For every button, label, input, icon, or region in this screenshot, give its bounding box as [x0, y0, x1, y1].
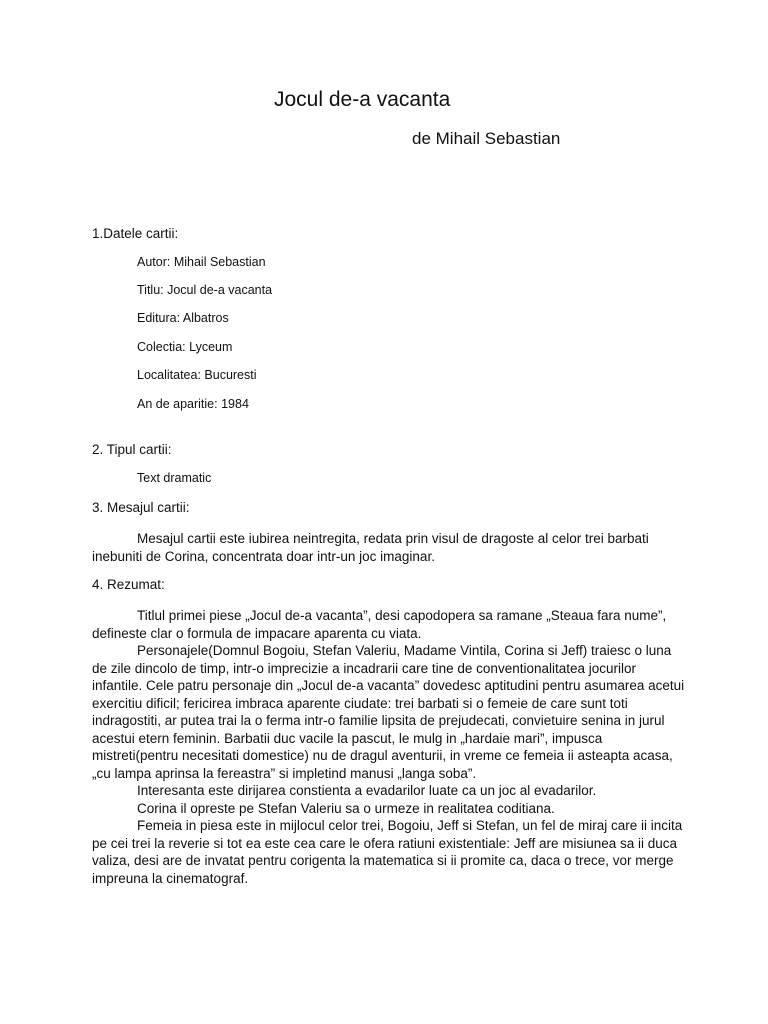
document-author: de Mihail Sebastian	[412, 129, 561, 148]
field-autor: Autor: Mihail Sebastian	[137, 255, 266, 269]
rezumat-paragraph: Personajele(Domnul Bogoiu, Stefan Valeriu, Madame Vintila, Corina si Jeff) traiesc o luna de zile dincolo de timp, intr-o imprecizie a incadrarii care tine de conventionalitatea jocurilor infantile. Cele patru personaje din „Jocul de-a vacanta” dovedesc aptitudini pentru asumarea acetui exercitiu dificil; fericirea imbraca aparente ciudate: trei barbati si o femeie de care sunt toti indragostiti, ar putea trai la o ferma intr-o familie lipsita de prejudecati, convietuire senina in jurul acestui etern feminin. Barbatii duc vacile la pascut, le mulg in „hardaie mari”, impusca mistreti(pentru necesitati domestice) nu de dragul aventurii, in vreme ce femeia ii asteapta acasa, „cu lampa aprinsa la fereastra” si impletind manusi „langa soba”.	[92, 643, 685, 781]
mesajul-paragraph: Mesajul cartii este iubirea neintregita, redata prin visul de dragoste al celor trei barbati inebuniti de Corina, concentrata doar intr-un joc imaginar.	[92, 531, 649, 564]
mesajul-paragraph-block	[92, 530, 687, 565]
field-an-aparitie: An de aparitie: 1984	[137, 397, 249, 411]
rezumat-body	[92, 607, 687, 887]
tipul-cartii-text: Text dramatic	[137, 471, 212, 485]
field-localitatea: Localitatea: Bucuresti	[137, 368, 257, 382]
rezumat-paragraph: Interesanta este dirijarea constienta a evadarilor luate ca un joc al evadarilor.	[137, 783, 597, 798]
rezumat-paragraph: Titlul primei piese „Jocul de-a vacanta”, desi capodopera sa ramane „Steaua fara nume”, defineste clar o formula de impacare aparenta cu viata.	[92, 608, 667, 641]
rezumat-paragraph: Corina il opreste pe Stefan Valeriu sa o urmeze in realitatea coditiana.	[137, 800, 555, 816]
section-heading-datele: 1.Datele cartii:	[92, 226, 179, 241]
section-heading-mesajul: 3. Mesajul cartii:	[92, 500, 190, 515]
field-titlu: Titlu: Jocul de-a vacanta	[137, 283, 273, 297]
section-heading-tipul: 2. Tipul cartii:	[92, 442, 172, 457]
field-editura: Editura: Albatros	[137, 311, 229, 325]
section-heading-rezumat: 4. Rezumat:	[92, 577, 165, 592]
rezumat-paragraph: Femeia in piesa este in mijlocul celor trei, Bogoiu, Jeff si Stefan, un fel de miraj care ii incita pe cei trei la reverie si tot ea este cea care le ofera ratiuni existentiale: Jeff are misiunea sa ii duca valiza, desi are de invatat pentru corigenta la matematica si ii promite ca, daca o trece, vor merge impreuna la cinematograf.	[92, 818, 683, 886]
document-title: Jocul de-a vacanta	[274, 88, 451, 111]
field-colectia: Colectia: Lyceum	[137, 340, 233, 354]
